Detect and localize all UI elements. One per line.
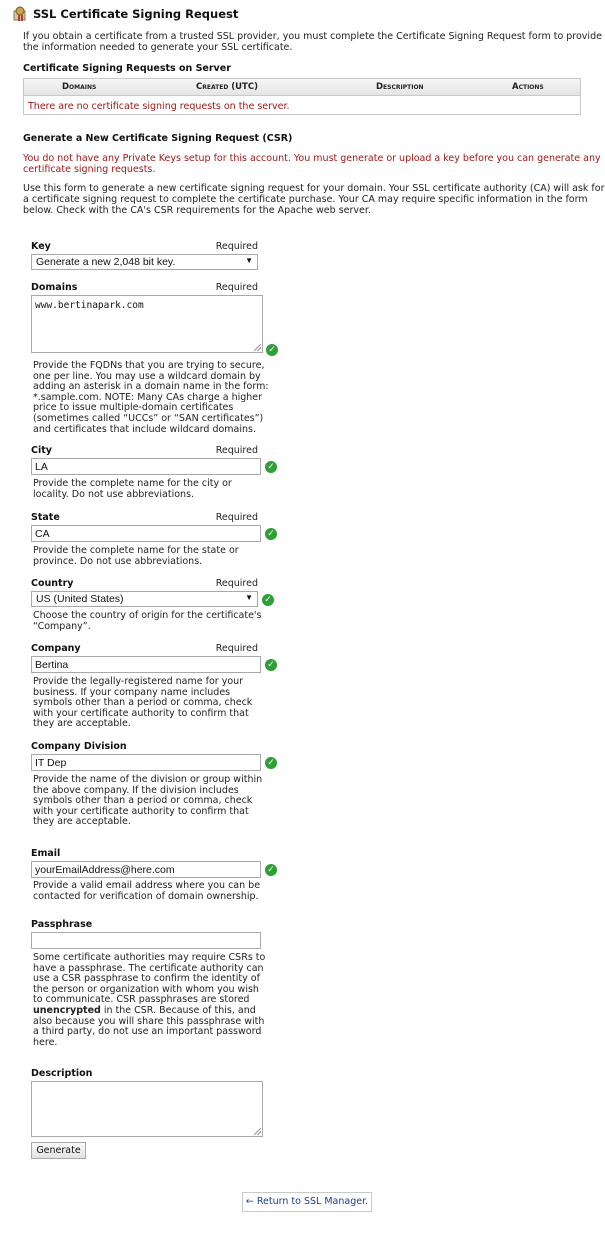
country-help-line-1: Choose the country of origin for the certificate's: [33, 610, 262, 621]
passphrase-help: [33, 953, 265, 1048]
form-description-line-3: below. Check with the CA's CSR requirements for the Apache web server.: [23, 205, 371, 216]
passphrase-help-line-8: a third party, do not use an important password: [33, 1026, 262, 1038]
chevron-down-icon: ▼: [245, 256, 253, 265]
division-help-line-5: they are acceptable.: [33, 816, 131, 828]
check-circle-icon: ✓: [265, 757, 277, 769]
state-required: Required: [215, 512, 258, 523]
city-input[interactable]: LA: [31, 458, 261, 475]
column-created[interactable]: Created (UTC): [196, 82, 258, 92]
form-description-line-1: Use this form to generate a new certificate signing request for your domain. Your SSL certificate authority (CA) will ask for: [23, 183, 605, 194]
page-title: SSL Certificate Signing Request: [33, 7, 239, 21]
state-help-line-1: Provide the complete name for the state or: [33, 545, 239, 556]
passphrase-help-line-3: use a CSR passphrase to confirm the identity of: [33, 973, 260, 985]
column-domains[interactable]: Domains: [62, 82, 97, 92]
domains-textarea[interactable]: [31, 295, 263, 353]
generate-button[interactable]: Generate: [31, 1142, 86, 1159]
return-to-ssl-manager-link[interactable]: ← Return to SSL Manager.: [242, 1192, 372, 1212]
company-help-line-3: symbols other than a period or comma, check: [33, 697, 253, 709]
state-input[interactable]: CA: [31, 525, 261, 542]
passphrase-help-line-5: to communicate. CSR passphrases are stored: [33, 994, 250, 1006]
passphrase-help-line-6: [33, 1006, 265, 1017]
key-required: Required: [215, 241, 258, 252]
passphrase-help-line-9: here.: [33, 1036, 58, 1048]
form-description-line-2: a certificate signing request to complete the certificate purchase. Your CA may require specific information in the form: [23, 194, 588, 205]
domains-label: Domains: [31, 282, 78, 293]
domains-help-line-6: (sometimes called “UCCs” or “SAN certificates”): [33, 412, 264, 424]
resize-handle[interactable]: [254, 344, 261, 351]
country-required: Required: [215, 578, 258, 589]
city-label: City: [31, 445, 52, 456]
certificate-icon: [12, 6, 28, 22]
domains-help-line-7: and certificates that include wildcard domains.: [33, 423, 257, 435]
division-help-line-1: Provide the name of the division or group within: [33, 774, 263, 785]
company-required: Required: [215, 643, 258, 654]
company-help-line-1: Provide the legally-registered name for your: [33, 676, 244, 687]
passphrase-label: Passphrase: [31, 919, 93, 930]
csr-table-empty-message: There are no certificate signing requests on the server.: [28, 101, 290, 112]
passphrase-help-line-2: have a passphrase. The certificate authority can: [33, 962, 264, 974]
email-help: [33, 881, 260, 902]
passphrase-help-line-4: the person or organization with whom you wish: [33, 983, 259, 995]
resize-handle[interactable]: [254, 1128, 261, 1135]
country-help-line-2: “Company”.: [33, 620, 91, 632]
email-help-line-1: Provide a valid email address where you can be: [33, 880, 261, 891]
country-select[interactable]: [31, 591, 258, 607]
domains-help-line-2: one per line. You may use a wildcard domain by: [33, 370, 261, 382]
city-required: Required: [215, 445, 258, 456]
passphrase-input[interactable]: [31, 932, 261, 949]
passphrase-help-line-1: Some certificate authorities may require CSRs to: [33, 952, 266, 963]
state-label: State: [31, 512, 60, 523]
city-help: [33, 479, 232, 500]
check-circle-icon: ✓: [265, 461, 277, 473]
company-help-line-5: they are acceptable.: [33, 718, 131, 730]
city-help-line-1: Provide the complete name for the city or: [33, 478, 232, 489]
division-input[interactable]: IT Dep: [31, 754, 261, 771]
state-help: [33, 546, 239, 567]
division-label: Company Division: [31, 741, 127, 752]
generate-heading: Generate a New Certificate Signing Request (CSR): [23, 133, 293, 144]
check-circle-icon: ✓: [266, 344, 278, 356]
domains-help-line-4: *.sample.com. NOTE: Many CAs charge a higher: [33, 391, 263, 403]
key-select[interactable]: [31, 254, 258, 270]
description-textarea[interactable]: [31, 1081, 263, 1137]
unencrypted-emphasis: unencrypted: [33, 1004, 101, 1016]
key-label: Key: [31, 241, 51, 252]
country-select-value: US (United States): [36, 593, 124, 605]
chevron-down-icon: ▼: [245, 593, 253, 602]
email-help-line-2: contacted for verification of domain ownership.: [33, 890, 259, 902]
check-circle-icon: ✓: [265, 864, 277, 876]
description-label: Description: [31, 1068, 93, 1079]
company-help: [33, 677, 252, 730]
check-circle-icon: ✓: [265, 659, 277, 671]
domains-help: [33, 361, 269, 435]
city-help-line-2: locality. Do not use abbreviations.: [33, 488, 195, 500]
company-label: Company: [31, 643, 81, 654]
division-help-line-2: the above company. If the division includes: [33, 784, 239, 796]
key-select-value: Generate a new 2,048 bit key.: [36, 256, 176, 268]
passphrase-help-line-7: also because you will share this passphrase with: [33, 1015, 265, 1027]
no-key-warning-line-2: certificate signing requests.: [23, 164, 156, 175]
company-input[interactable]: Bertina: [31, 656, 261, 673]
csr-list-heading: Certificate Signing Requests on Server: [23, 63, 231, 74]
check-circle-icon: ✓: [265, 528, 277, 540]
email-input[interactable]: yourEmailAddress@here.com: [31, 861, 261, 878]
country-label: Country: [31, 578, 74, 589]
column-description[interactable]: Description: [376, 82, 424, 92]
intro-line-2: the information needed to generate your SSL certificate.: [23, 42, 293, 53]
passphrase-help-after-bold: in the CSR. Because of this, and: [100, 1004, 256, 1016]
csr-table-header: [24, 79, 580, 96]
no-key-warning-line-1: You do not have any Private Keys setup for this account. You must generate or upload a key before you can generate any: [23, 153, 601, 164]
division-help: [33, 775, 262, 828]
check-circle-icon: ✓: [262, 594, 274, 606]
division-help-line-3: symbols other than a period or comma, check: [33, 795, 253, 807]
domains-required: Required: [215, 282, 258, 293]
company-help-line-2: business. If your company name includes: [33, 686, 231, 698]
column-actions: Actions: [512, 82, 544, 92]
country-help: [33, 611, 262, 632]
intro-line-1: If you obtain a certificate from a trusted SSL provider, you must complete the Certificate Signing Request form to provide: [23, 31, 602, 42]
division-help-line-4: with your certificate authority to confirm that: [33, 805, 249, 817]
domains-help-line-5: price to issue multiple-domain certificates: [33, 402, 234, 414]
domains-help-line-3: adding an asterisk in a domain name in the form:: [33, 381, 269, 393]
csr-table: [23, 78, 581, 115]
domains-help-line-1: Provide the FQDNs that you are trying to secure,: [33, 360, 265, 371]
email-label: Email: [31, 848, 61, 859]
domains-value: www.bertinapark.com: [35, 300, 144, 311]
company-help-line-4: with your certificate authority to confirm that: [33, 707, 249, 719]
state-help-line-2: province. Do not use abbreviations.: [33, 555, 203, 567]
